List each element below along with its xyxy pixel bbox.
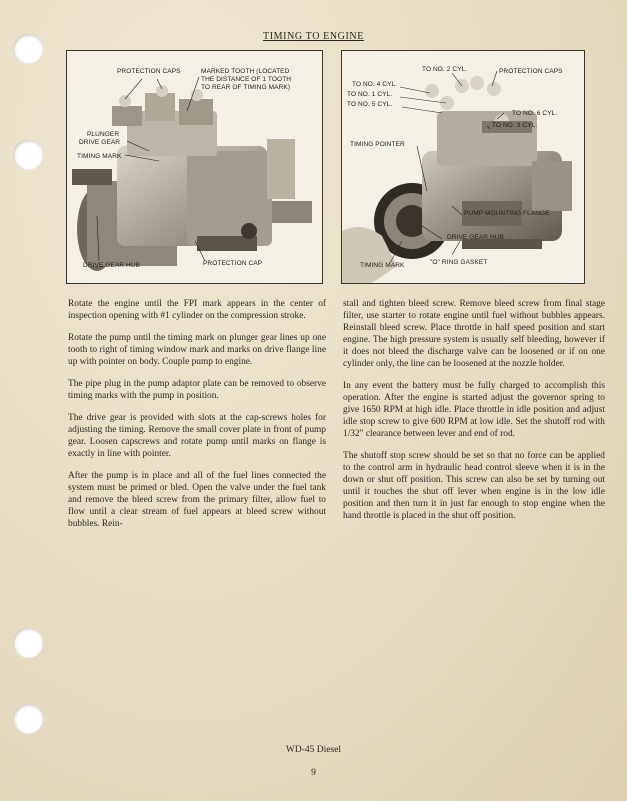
binder-hole-3 [13, 628, 43, 658]
paragraph-right-2: In any event the battery must be fully charged to accomplish this operation. After the engine is started adjust the governor spring to give 1650 RPM at high idle. Place throttle in idle position and adjust idle stop screw to give 600 RPM at low idle. Set the shutoff rod with 1/32" clearance between lever and end of rod. [343, 381, 605, 439]
label-marked-tooth-line-3: TO REAR OF TIMING MARK) [201, 84, 291, 91]
label-to-no-2-cyl: TO NO. 2 CYL. [422, 66, 468, 73]
text-column-left [68, 298, 326, 540]
label-to-no-5-cyl: TO NO. 5 CYL. [347, 101, 393, 108]
figure-left-pump-photo [66, 50, 323, 284]
label-protection-cap: PROTECTION CAP [203, 260, 263, 267]
label-timing-mark-right: TIMING MARK [360, 262, 405, 269]
label-o-ring-gasket: "O" RING GASKET [430, 259, 488, 266]
label-marked-tooth-line-2: THE DISTANCE OF 1 TOOTH [201, 76, 292, 83]
label-plunger-line-1: PLUNGER [87, 131, 120, 138]
label-timing-mark: TIMING MARK [77, 153, 122, 160]
label-protection-caps-right: PROTECTION CAPS [499, 68, 563, 75]
label-plunger-line-2: DRIVE GEAR [79, 139, 121, 146]
paragraph-right-3: The shutoff stop screw should be set so that no force can be applied to the control arm in hydraulic head control sleeve when it is in the down or shut off position. This screw can also be set by turning out until it touches the shut off lever when engine is in the low idle position and then turn it in just far enough to stop engine when the hand throttle is placed in the shut off position. [343, 451, 605, 521]
label-protection-caps: PROTECTION CAPS [117, 68, 181, 75]
label-to-no-3-cyl: TO NO. 3 CYL. [492, 122, 538, 129]
paragraph-left-4: The drive gear is provided with slots at the cap-screws holes for adjusting the timing. Remove the small cover plate in front of pump gear. Loosen capscrews and rotate pump until marks on flange is exactly in line with pointer. [68, 413, 326, 459]
paragraph-right-1: stall and tighten bleed screw. Remove bleed screw from final stage filter, use starter to rotate engine until fuel without bubbles appears. Reinstall bleed screw. Place throttle in half speed position and start engine. The high pressure system is usually self bleeding, however if it does not bleed the discharge valve can be loosened or if on one cylinder only, the line can be loosened at the nozzle holder. [343, 299, 605, 369]
label-drive-gear-hub-right: DRIVE GEAR HUB [447, 234, 505, 241]
page-number: 9 [311, 768, 316, 778]
label-to-no-1-cyl: TO NO. 1 CYL. [347, 91, 393, 98]
footer-model: WD-45 Diesel [285, 745, 342, 755]
binder-hole-2 [13, 140, 43, 170]
paragraph-left-3: The pipe plug in the pump adaptor plate can be removed to observe timing marks with the pump in position. [68, 379, 326, 401]
label-to-no-6-cyl: TO NO. 6 CYL. [512, 110, 558, 117]
label-drive-gear-hub: DRIVE GEAR HUB [83, 262, 141, 269]
label-marked-tooth-line-1: MARKED TOOTH (LOCATED [201, 68, 290, 75]
label-pump-mounting-flange: PUMP MOUNTING FLANGE [464, 210, 550, 217]
page-title: TIMING TO ENGINE [263, 31, 364, 42]
label-to-no-4-cyl: TO NO. 4 CYL. [352, 81, 398, 88]
text-column-right [343, 298, 605, 532]
paragraph-left-5: After the pump is in place and all of the fuel lines connected the system must be primed or bled. Open the valve under the fuel tank and remove the bleed screw from the primary filter, allow fuel to flow until a clear stream of fuel appears at bleed screw without bubbles. Rein- [68, 471, 326, 529]
label-timing-pointer: TIMING POINTER [350, 141, 405, 148]
figure-right-pump-photo [341, 50, 585, 284]
paragraph-left-1: Rotate the engine until the FPI mark appears in the center of inspection opening with #1 cylinder on the compression stroke. [68, 299, 326, 321]
paragraph-left-2: Rotate the pump until the timing mark on plunger gear lines up one tooth to right of timing window mark and marks on drive flange line up with pointer on body. Couple pump to engine. [68, 333, 326, 367]
binder-hole-4 [13, 704, 43, 734]
